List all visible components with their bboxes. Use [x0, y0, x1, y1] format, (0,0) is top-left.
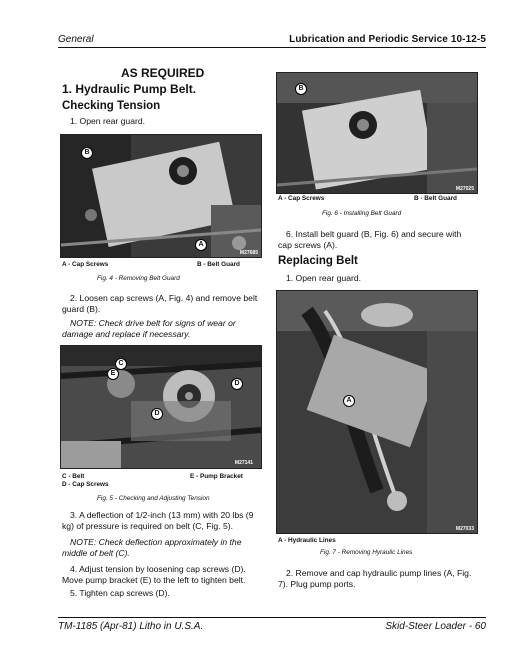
- section-title: AS REQUIRED: [121, 66, 205, 80]
- figure-5-caption: Fig. 5 - Checking and Adjusting Tension: [97, 495, 210, 502]
- running-header-right: Lubrication and Periodic Service 10-12-5: [289, 34, 486, 45]
- heading-checking-tension: Checking Tension: [62, 100, 161, 112]
- label-a-cap-screws: A - Cap Screws: [278, 195, 325, 202]
- callout-e: E: [107, 368, 119, 380]
- heading-hydraulic-pump-belt: 1. Hydraulic Pump Belt.: [62, 82, 197, 96]
- label-a-cap-screws: A - Cap Screws: [62, 261, 109, 268]
- note-check-drive-belt: NOTE: Check drive belt for signs of wear or damage and replace if necessary.: [62, 318, 236, 339]
- callout-b: B: [81, 147, 93, 159]
- callout-b: B: [295, 83, 307, 95]
- label-b-belt-guard: B - Belt Guard: [414, 195, 457, 202]
- label-a-hydraulic-lines: A - Hydraulic Lines: [278, 537, 336, 544]
- photo-id: M27033: [455, 526, 474, 532]
- label-b-belt-guard: B - Belt Guard: [197, 261, 240, 268]
- step-loosen-cap-screws: 2. Loosen cap screws (A, Fig. 4) and remove belt guard (B).: [62, 293, 258, 314]
- figure-6-caption: Fig. 6 - Installing Belt Guard: [322, 210, 402, 217]
- note-check-deflection: NOTE: Check deflection approximately in the middle of belt (C).: [62, 537, 242, 558]
- callout-c: C: [115, 358, 127, 370]
- step-remove-hydraulic-lines: 2. Remove and cap hydraulic pump lines (A, Fig. 7). Plug pump ports.: [278, 568, 472, 589]
- heading-replacing-belt: Replacing Belt: [278, 255, 358, 267]
- header-rule: [58, 47, 486, 48]
- figure-6-photo: [276, 72, 478, 194]
- callout-d-upper: D: [231, 378, 243, 390]
- callout-a: A: [343, 395, 355, 407]
- figure-4-photo: [60, 134, 262, 258]
- running-header-left: General: [58, 34, 94, 45]
- step-open-rear-guard: 1. Open rear guard.: [286, 273, 362, 283]
- photo-id: M27025: [455, 186, 474, 192]
- step-tighten-cap-screws: 5. Tighten cap screws (D).: [70, 588, 170, 598]
- callout-d-lower: D: [151, 408, 163, 420]
- step-deflection: 3. A deflection of 1/2-inch (13 mm) with 20 lbs (9 kg) of pressure is required on belt (C, Fig. 5).: [62, 510, 254, 531]
- footer-rule: [58, 617, 486, 618]
- figure-7-photo: [276, 290, 478, 534]
- step-install-belt-guard: 6. Install belt guard (B, Fig. 6) and secure with cap screws (A).: [278, 229, 462, 250]
- figure-4-caption: Fig. 4 - Removing Belt Guard: [97, 275, 180, 282]
- figure-7-caption: Fig. 7 - Removing Hyraulic Lines: [320, 549, 413, 556]
- callout-a: A: [195, 239, 207, 251]
- label-e-pump-bracket: E - Pump Bracket: [190, 473, 243, 480]
- footer-left: TM-1185 (Apr-81) Litho in U.S.A.: [58, 621, 204, 632]
- photo-id: M27141: [234, 460, 253, 466]
- label-d-cap-screws: D - Cap Screws: [62, 481, 109, 488]
- step-adjust-tension: 4. Adjust tension by loosening cap screws (D). Move pump bracket (E) to the left to tighten belt.: [62, 564, 246, 585]
- footer-right: Skid-Steer Loader - 60: [385, 621, 486, 632]
- figure-5-photo: [60, 345, 262, 469]
- photo-id: M27685: [239, 250, 258, 256]
- step-open-rear-guard: 1. Open rear guard.: [70, 116, 146, 126]
- label-c-belt: C - Belt: [62, 473, 85, 480]
